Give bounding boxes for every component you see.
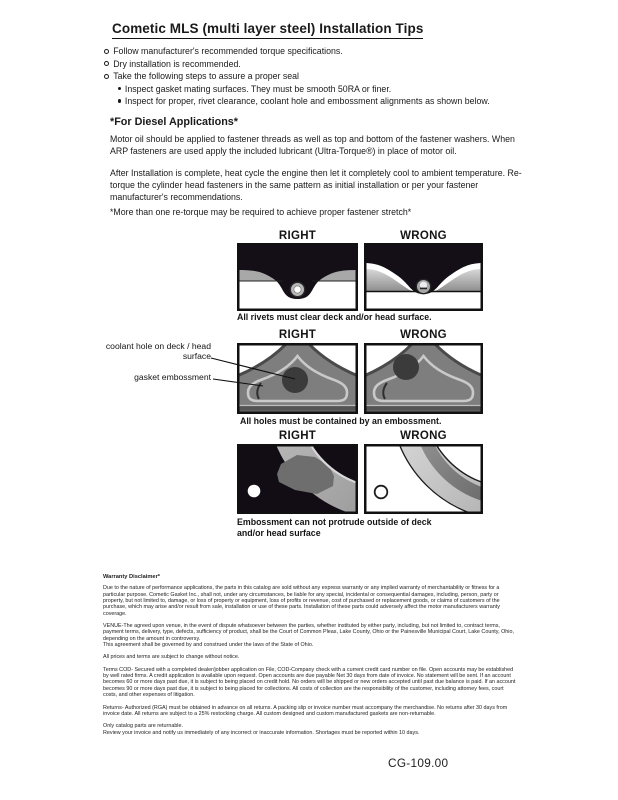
annotation-text: coolant hole on bbox=[105, 341, 165, 351]
list-item bbox=[104, 58, 544, 71]
list-item bbox=[118, 83, 544, 96]
disclaimer-text: VENUE-The agreed upon venue, in the event of dispute whatsoever between the parties, whether instituted by either party, including, but not limited to, contract terms, payment terms, delivery, type, defects, sufficiency of product, shall be the Court of Common Pleas, Lake County, Ohio or the Painesville Municipal Court, Lake County, Ohio, depending on the amount in controversy. bbox=[103, 623, 514, 642]
warranty-disclaimer-section bbox=[103, 574, 517, 742]
tip-text: Inspect gasket mating surfaces. They must be smooth 50RA or finer. bbox=[124, 83, 392, 94]
tip-text: Follow manufacturer's recommended torque specifications. bbox=[113, 46, 343, 56]
wrong-label: WRONG bbox=[400, 329, 447, 341]
list-item bbox=[104, 70, 544, 83]
disclaimer-text: This agreement shall be governed by and construed under the laws of the State of Ohio. bbox=[103, 642, 314, 649]
tip-text: Dry installation is recommended. bbox=[113, 58, 241, 69]
embossment-right-diagram bbox=[237, 444, 358, 514]
dot-bullet-icon bbox=[118, 99, 121, 102]
annotation-text: deck / head surface bbox=[166, 341, 211, 361]
holes-caption: All holes must be contained by an embossment. bbox=[240, 416, 442, 426]
circle-bullet-icon bbox=[104, 74, 109, 79]
rivet-caption: All rivets must clear deck and/or head surface. bbox=[237, 312, 432, 322]
disclaimer-paragraph: All prices and terms are subject to change without notice. bbox=[103, 654, 240, 661]
right-label: RIGHT bbox=[278, 329, 317, 341]
wrong-label: WRONG bbox=[400, 430, 447, 442]
tip-text: Take the following steps to assure a proper seal bbox=[113, 71, 300, 82]
page-title: Cometic MLS (multi layer steel) Installation Tips bbox=[112, 21, 423, 39]
list-item bbox=[118, 95, 544, 108]
disclaimer-text: Only catalog parts are returnable. bbox=[103, 723, 184, 730]
list-item bbox=[104, 45, 544, 58]
circle-bullet-icon bbox=[104, 49, 109, 54]
rivet-clearance-right-diagram bbox=[237, 243, 358, 311]
caption-line: and/or head surface bbox=[237, 528, 321, 538]
right-label: RIGHT bbox=[278, 430, 317, 442]
disclaimer-text: Review your invoice and notify us immediately of any incorrect or inaccurate information. Shortages must be reported within 10 days. bbox=[103, 729, 420, 736]
installation-tips-list bbox=[104, 45, 544, 108]
disclaimer-paragraph: Returns- Authorized (RGA) must be obtained in advance on all returns. A packing slip or invoice number must accompany the merchandise. No returns after 30 days from invoice date. All returns are subject to a 25% restocking charge. All custom designed and custom manufactured gaskets are non-returnable. bbox=[103, 704, 508, 717]
dot-bullet-icon bbox=[118, 87, 121, 90]
disclaimer-paragraph bbox=[103, 623, 517, 648]
rivet-clearance-wrong-diagram bbox=[364, 243, 483, 311]
embossment-caption bbox=[237, 517, 487, 539]
annotation-text: gasket embossment bbox=[134, 372, 211, 382]
page-number: CG-109.00 bbox=[388, 756, 449, 770]
wrong-label: WRONG bbox=[400, 230, 447, 242]
embossment-wrong-diagram bbox=[364, 444, 483, 514]
disclaimer-paragraph bbox=[103, 723, 517, 736]
diesel-paragraph-2: After Installation is complete, heat cycle the engine then let it completely cool to ambient temperature. Re-torque the cylinder head fasteners in the same pattern as initial installation or per your fastener manufacturer's recommendations. bbox=[110, 168, 522, 203]
tip-text: Inspect for proper, rivet clearance, coolant hole and embossment alignments as shown below. bbox=[124, 96, 490, 107]
retorque-note: *More than one re-torque may be required to achieve proper fastener stretch* bbox=[110, 207, 412, 217]
annotation-leader-lines bbox=[115, 342, 310, 397]
disclaimer-paragraph: Due to the nature of performance applications, the parts in this catalog are sold without any express warranty or any implied warranty of merchantability or fitness for a particular purpose. Cometic Gasket Inc., shall not, under any circumstances, be liable for any special, incidental or consequential damages, including, person, party or property, but not limited to, damage, or loss of property or equipment, loss of profits or revenue, cost of purchased or replacement goods, or claims of customers of the purchase, which may arise and/or result from sale, installation or use of these parts. Installation of these parts could adversely affect the motor manufacturers warranty coverage. bbox=[103, 585, 500, 617]
right-label: RIGHT bbox=[278, 230, 317, 242]
diesel-paragraph-1: Motor oil should be applied to fastener threads as well as top and bottom of the fastener washers. When ARP fasteners are used apply the included lubricant (Ultra-Torque®) in place of motor oil. bbox=[110, 134, 515, 157]
diesel-applications-heading: *For Diesel Applications* bbox=[110, 116, 238, 128]
caption-line: Embossment can not protrude outside of deck bbox=[237, 517, 432, 527]
disclaimer-paragraph: Terms COD- Secured with a completed dealer/jobber application on File, COD-Company check with a current credit card number on file. Open accounts may be established by well rated firms. A credit application is available upon request. Open accounts are due payable Net 30 days from date of invoice. No statement will be sent. If an account becomes 60 or more days past due, it is subject to being placed on credit hold. No orders will be shipped or new orders accepted until past due balance is paid. If an account becomes 90 or more days past due, it is subject to being placed for collections. All costs of collection are the responsibility of the customer, including attorney fees, court costs, and other expenses of litigation. bbox=[103, 666, 516, 699]
disclaimer-heading: Warranty Disclaimer* bbox=[103, 574, 161, 580]
coolant-hole-wrong-diagram bbox=[364, 343, 483, 414]
circle-bullet-icon bbox=[104, 61, 109, 66]
